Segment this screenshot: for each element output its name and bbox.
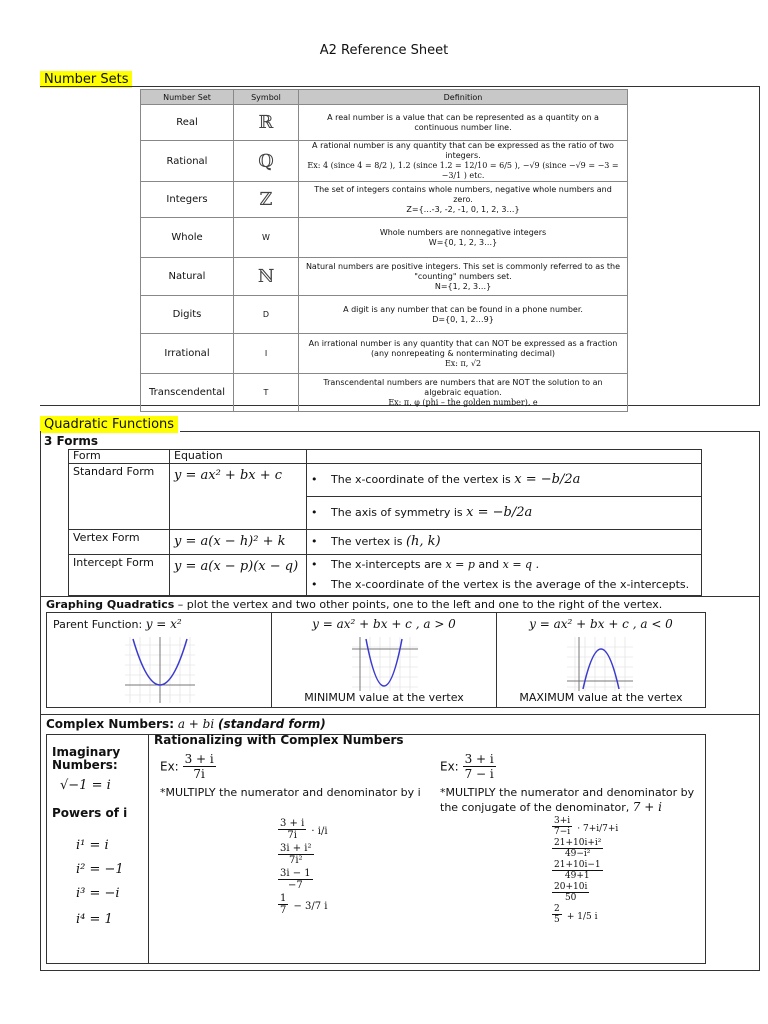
digits-symbol-icon: D — [234, 296, 299, 334]
bullet: • The vertex is (h, k) — [307, 530, 701, 554]
set-name: Whole — [141, 218, 234, 258]
graphing-heading: Graphing Quadratics — [46, 598, 175, 611]
col-header-definition: Definition — [299, 90, 628, 105]
set-definition: A digit is any number that can be found in a phone number. D={0, 1, 2…9} — [299, 296, 628, 334]
complex-heading-line — [46, 717, 326, 731]
complex-heading: Complex Numbers: — [46, 717, 174, 731]
rationalizing-heading: Rationalizing with Complex Numbers — [154, 733, 404, 747]
real-symbol-icon: ℝ — [234, 105, 299, 141]
steps-2: $\frac{3+i}{7-i}$ · 7+i/7+i $\frac{\text{21+10i+i²}}{\text{49−i²}}$ $\frac{21+10i-1}{49+1}$ $\frac{20+10i}{50}$ $\frac{2}{5}$ + 1/5 i — [554, 816, 619, 925]
page-title: A2 Reference Sheet — [319, 43, 449, 58]
quadratic-heading: Quadratic Functions — [40, 416, 178, 433]
complex-standard-eq: a + bi — [177, 717, 215, 731]
col-header-equation: Equation — [170, 450, 307, 464]
power-3: i³ = −i — [76, 886, 120, 901]
set-name: Transcendental — [141, 374, 234, 412]
integers-symbol-icon: ℤ — [234, 182, 299, 218]
set-definition: A rational number is any quantity that can be expressed as the ratio of two integers. Ex: 4 (since 4 = 8/2 ), 1.2 (since 1.2 = 12/10 = 6/5 ), −√9 (since −√9 = −3 = −3/1 ) etc. — [299, 141, 628, 182]
powers-label: Powers of i — [52, 806, 128, 820]
set-name: Rational — [141, 141, 234, 182]
power-4: i⁴ = 1 — [76, 912, 113, 927]
natural-symbol-icon: ℕ — [234, 258, 299, 296]
downward-parabola-cell — [496, 612, 706, 708]
graphing-text: – plot the vertex and two other points, one to the left and one to the right of the vertex. — [174, 598, 663, 611]
max-label: MAXIMUM value at the vertex — [519, 691, 683, 704]
bullet: • The x-coordinate of the vertex is x = −b/2a — [307, 464, 701, 497]
divider — [40, 714, 760, 715]
form-equation: y = a(x − p)(x − q) — [170, 555, 307, 596]
example-2-note: *MULTIPLY the numerator and denominator by the conjugate of the denominator, 7 + i — [440, 786, 695, 814]
set-name: Natural — [141, 258, 234, 296]
steps-1: $\frac{3 + i}{7i}$ · i/i $\frac{\text{3i + i²}}{\text{7i²}}$ $\frac{3i - 1}{-7}$ $\frac{1}{7}$ − 3/7 i — [280, 818, 328, 916]
parent-label: Parent Function: — [53, 618, 143, 631]
whole-symbol-icon: W — [234, 218, 299, 258]
number-sets-table — [140, 89, 628, 412]
set-name: Digits — [141, 296, 234, 334]
set-definition: Natural numbers are positive integers. This set is commonly referred to as the "counting" numbers set. N={1, 2, 3…} — [299, 258, 628, 296]
table-row — [141, 182, 628, 218]
table-row — [69, 555, 702, 596]
power-1: i¹ = i — [76, 838, 109, 853]
example-2: Ex: $\frac{3 + i}{7 - i}$ — [440, 752, 494, 781]
bullet: • The x-coordinate of the vertex is the average of the x-intercepts. — [307, 575, 701, 595]
divider — [148, 734, 149, 964]
transcendental-symbol-icon: T — [234, 374, 299, 412]
col-header-form: Form — [69, 450, 170, 464]
table-row — [69, 450, 702, 464]
bullet: • The x-intercepts are x = p and x = q . — [307, 555, 701, 575]
table-row — [141, 374, 628, 412]
table-row — [141, 105, 628, 141]
upward-parabola-cell — [271, 612, 497, 708]
table-row — [141, 334, 628, 374]
rational-symbol-icon: ℚ — [234, 141, 299, 182]
set-name: Real — [141, 105, 234, 141]
graphing-line — [46, 598, 662, 611]
three-forms-label: 3 Forms — [44, 434, 99, 448]
imaginary-label: Imaginary Numbers: — [52, 745, 121, 772]
set-definition: The set of integers contains whole numbers, negative whole numbers and zero. Z={…-3, -2, -1, 0, 1, 2, 3…} — [299, 182, 628, 218]
col-header-symbol: Symbol — [234, 90, 299, 105]
table-row — [69, 530, 702, 555]
parent-eq: y = x² — [145, 617, 182, 631]
form-name: Intercept Form — [69, 555, 170, 596]
divider — [180, 431, 760, 432]
parent-function-cell — [46, 612, 272, 708]
col-header-number-set: Number Set — [141, 90, 234, 105]
table-row — [141, 258, 628, 296]
bullet: • The axis of symmetry is x = −b/2a — [307, 497, 701, 529]
min-label: MINIMUM value at the vertex — [304, 691, 464, 704]
table-row — [141, 141, 628, 182]
number-sets-heading: Number Sets — [40, 71, 132, 88]
set-name: Integers — [141, 182, 234, 218]
form-name: Vertex Form — [69, 530, 170, 555]
set-definition: Whole numbers are nonnegative integers W={0, 1, 2, 3…} — [299, 218, 628, 258]
irrational-symbol-icon: I — [234, 334, 299, 374]
power-2: i² = −1 — [76, 862, 124, 877]
form-equation: y = ax² + bx + c — [170, 464, 307, 530]
downward-parabola-icon — [567, 637, 633, 691]
example-1-note: *MULTIPLY the numerator and denominator by i — [160, 786, 421, 799]
forms-table — [68, 449, 702, 596]
upward-parabola-icon — [352, 637, 418, 691]
imaginary-eq: √−1 = i — [60, 778, 111, 793]
form-equation: y = a(x − h)² + k — [170, 530, 307, 555]
set-name: Irrational — [141, 334, 234, 374]
parent-graph-icon — [125, 637, 195, 703]
down-eq: y = ax² + bx + c , a < 0 — [529, 617, 673, 631]
table-row — [141, 218, 628, 258]
divider — [40, 596, 760, 597]
table-row — [141, 296, 628, 334]
complex-note: (standard form) — [218, 717, 326, 731]
example-1: Ex: $\frac{3 + i}{7i}$ — [160, 752, 214, 781]
set-definition: A real number is a value that can be represented as a quantity on a continuous number line. — [299, 105, 628, 141]
table-row — [69, 464, 702, 530]
divider — [40, 86, 132, 87]
up-eq: y = ax² + bx + c , a > 0 — [312, 617, 456, 631]
set-definition: An irrational number is any quantity that can NOT be expressed as a fraction (any nonrepeating & nonterminating decimal) Ex: π, √2 — [299, 334, 628, 374]
set-definition: Transcendental numbers are numbers that are NOT the solution to an algebraic equation. Ex: π, φ (phi – the golden number), e — [299, 374, 628, 412]
form-name: Standard Form — [69, 464, 170, 530]
